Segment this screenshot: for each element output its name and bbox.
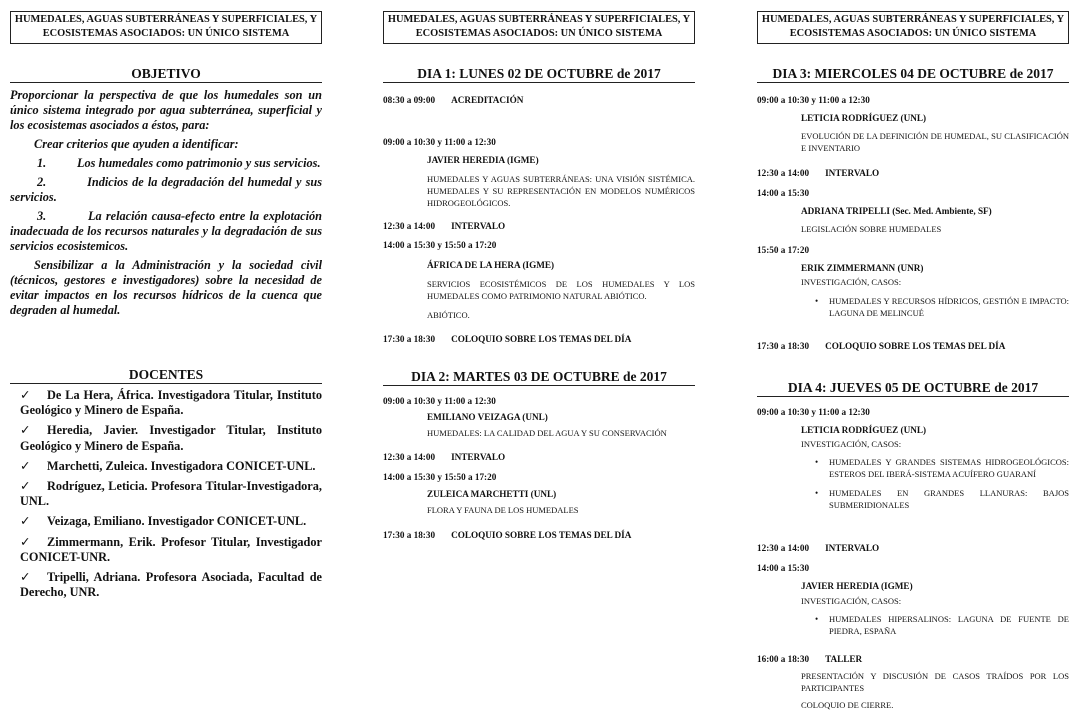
closing-text: COLOQUIO DE CIERRE. bbox=[801, 700, 894, 710]
talk-title: INVESTIGACIÓN, CASOS: bbox=[801, 439, 902, 449]
day4-slot-morning bbox=[757, 407, 1069, 511]
time: 09:00 a 10:30 y 11:00 a 12:30 bbox=[383, 137, 496, 147]
talk-title: SERVICIOS ECOSISTÉMICOS DE LOS HUMEDALES Y LOS HUMEDALES COMO PATRIMONIO NATURAL ABIÓTICO. bbox=[427, 279, 695, 301]
talk-title: HUMEDALES Y AGUAS SUBTERRÁNEAS: UNA VISIÓN SISTÉMICA. HUMEDALES Y SU REPRESENTACIÓN EN MODELOS NUMÉRICOS HIDROGEOLÓGICOS. bbox=[427, 174, 695, 208]
day4-slot-interval bbox=[757, 543, 1069, 553]
check-icon: ✓ bbox=[20, 514, 31, 529]
talk-title: HUMEDALES: LA CALIDAD DEL AGUA Y SU CONSERVACIÓN bbox=[427, 428, 667, 438]
teacher-item: ✓ Heredia, Javier. Investigador Titular, Instituto Geológico y Minero de España. bbox=[20, 423, 322, 453]
case-bullet: • HUMEDALES Y GRANDES SISTEMAS HIDROGEOLÓGICOS: ESTEROS DEL IBERÁ-SISTEMA ACUÍFERO GUARANÍ bbox=[815, 456, 1069, 480]
day3-slot-afternoon-2 bbox=[757, 245, 1069, 319]
speaker: ADRIANA TRIPELLI (Sec. Med. Ambiente, SF) bbox=[801, 206, 992, 216]
speaker: LETICIA RODRÍGUEZ (UNL) bbox=[801, 425, 927, 435]
teachers-list bbox=[20, 388, 322, 605]
slot-label: ACREDITACIÓN bbox=[451, 95, 524, 105]
day4-title: DIA 4: JUEVES 05 DE OCTUBRE de 2017 bbox=[757, 380, 1069, 397]
day1-slot-afternoon bbox=[383, 240, 695, 321]
check-icon: ✓ bbox=[20, 458, 31, 473]
header-line-1: HUMEDALES, AGUAS SUBTERRÁNEAS Y SUPERFICIALES, Y bbox=[14, 14, 318, 25]
day2-title: DIA 2: MARTES 03 DE OCTUBRE de 2017 bbox=[383, 369, 695, 386]
day1-slot-coloquio bbox=[383, 334, 695, 344]
time: 12:30 a 14:00 bbox=[757, 543, 810, 553]
time: 16:00 a 18:30 bbox=[757, 654, 810, 664]
header-line-2: ECOSISTEMAS ASOCIADOS: UN ÚNICO SISTEMA bbox=[789, 28, 1037, 39]
time: 15:50 a 17:20 bbox=[757, 245, 810, 255]
day3-title: DIA 3: MIERCOLES 04 DE OCTUBRE de 2017 bbox=[757, 66, 1069, 83]
objective-title: OBJETIVO bbox=[10, 66, 322, 83]
slot-label: INTERVALO bbox=[451, 221, 506, 231]
teacher-item: ✓ Tripelli, Adriana. Profesora Asociada, Facultad de Derecho, UNR. bbox=[20, 570, 322, 600]
time: 08:30 a 09:00 bbox=[383, 95, 436, 105]
column-days-1-2 bbox=[383, 0, 695, 718]
check-icon: ✓ bbox=[20, 479, 31, 494]
teacher-item: ✓ Veizaga, Emiliano. Investigador CONICET-UNL. bbox=[20, 514, 307, 529]
time: 14:00 a 15:30 y 15:50 a 17:20 bbox=[383, 472, 497, 482]
case-bullet: • HUMEDALES Y RECURSOS HÍDRICOS, GESTIÓN E IMPACTO: LAGUNA DE MELINCUÉ bbox=[815, 295, 1069, 319]
speaker: JAVIER HEREDIA (IGME) bbox=[427, 155, 539, 165]
slot-label: INTERVALO bbox=[825, 168, 880, 178]
check-icon: ✓ bbox=[20, 534, 31, 549]
criteria-item-1: 1. Los humedales como patrimonio y sus servicios. bbox=[37, 156, 321, 170]
teacher-item: ✓ Marchetti, Zuleica. Investigadora CONICET-UNL. bbox=[20, 458, 316, 473]
teacher-item: ✓ Zimmermann, Erik. Profesor Titular, Investigador CONICET-UNR. bbox=[20, 534, 322, 564]
time: 17:30 a 18:30 bbox=[383, 334, 436, 344]
teacher-item: ✓ Rodríguez, Leticia. Profesora Titular-Investigadora, UNL. bbox=[20, 479, 322, 509]
time: 09:00 a 10:30 y 11:00 a 12:30 bbox=[383, 396, 496, 406]
speaker: ERIK ZIMMERMANN (UNR) bbox=[801, 263, 924, 273]
slot-label: COLOQUIO SOBRE LOS TEMAS DEL DÍA bbox=[451, 334, 632, 344]
day2-slot-morning bbox=[383, 396, 695, 439]
header-line-1: HUMEDALES, AGUAS SUBTERRÁNEAS Y SUPERFICIALES, Y bbox=[761, 14, 1065, 25]
check-icon: ✓ bbox=[20, 423, 31, 438]
slot-label: COLOQUIO SOBRE LOS TEMAS DEL DÍA bbox=[451, 530, 632, 540]
time: 09:00 a 10:30 y 11:00 a 12:30 bbox=[757, 95, 870, 105]
header-box bbox=[10, 11, 322, 44]
time: 12:30 a 14:00 bbox=[383, 221, 436, 231]
objective-intro: Proporcionar la perspectiva de que los humedales son un único sistema integrado por agua subterránea, superficial y los ecosistemas asociados a éstos, para: bbox=[10, 88, 322, 132]
time: 14:00 a 15:30 bbox=[757, 563, 810, 573]
day4-slot-taller bbox=[757, 654, 1069, 711]
header-line-1: HUMEDALES, AGUAS SUBTERRÁNEAS Y SUPERFICIALES, Y bbox=[387, 14, 691, 25]
check-icon: ✓ bbox=[20, 570, 31, 585]
day3-slot-morning bbox=[757, 95, 1069, 154]
day1-slot-interval bbox=[383, 221, 695, 231]
time: 14:00 a 15:30 bbox=[757, 188, 810, 198]
speaker: ZULEICA MARCHETTI (UNL) bbox=[427, 489, 557, 499]
teacher-item: ✓ De La Hera, África. Investigadora Titular, Instituto Geológico y Minero de España. bbox=[20, 388, 322, 418]
case-bullet: • HUMEDALES HIPERSALINOS: LAGUNA DE FUENTE DE PIEDRA, ESPAÑA bbox=[815, 613, 1069, 637]
talk-title: PRESENTACIÓN Y DISCUSIÓN DE CASOS TRAÍDOS POR LOS PARTICIPANTES bbox=[801, 671, 1069, 693]
time: 17:30 a 18:30 bbox=[757, 341, 810, 351]
day1-slot-morning bbox=[383, 137, 695, 209]
day2-slot-coloquio bbox=[383, 530, 695, 540]
header-box bbox=[383, 11, 695, 44]
talk-title: INVESTIGACIÓN, CASOS: bbox=[801, 596, 902, 606]
objective-text bbox=[10, 88, 322, 318]
check-icon: ✓ bbox=[20, 388, 31, 402]
header-line-2: ECOSISTEMAS ASOCIADOS: UN ÚNICO SISTEMA bbox=[415, 28, 663, 39]
talk-title-extra: ABIÓTICO. bbox=[427, 310, 470, 320]
day1-slot-acreditacion bbox=[383, 95, 695, 105]
column-objective bbox=[10, 0, 322, 718]
speaker: EMILIANO VEIZAGA (UNL) bbox=[427, 412, 548, 422]
speaker: JAVIER HEREDIA (IGME) bbox=[801, 581, 913, 591]
speaker: ÁFRICA DE LA HERA (IGME) bbox=[427, 260, 555, 270]
day3-slot-interval bbox=[757, 168, 1069, 178]
case-bullet: • HUMEDALES EN GRANDES LLANURAS: BAJOS SUBMERIDIONALES bbox=[815, 487, 1069, 511]
talk-title: LEGISLACIÓN SOBRE HUMEDALES bbox=[801, 224, 942, 234]
day1-title: DIA 1: LUNES 02 DE OCTUBRE de 2017 bbox=[383, 66, 695, 83]
criteria-item-3: 3. La relación causa-efecto entre la explotación inadecuada de los recursos naturales y la degradación de sus servicios ecosistemicos. bbox=[10, 209, 322, 253]
time: 17:30 a 18:30 bbox=[383, 530, 436, 540]
sensibilizar-text: Sensibilizar a la Administración y la sociedad civil (técnicos, gestores e investigadores) sobre la necesidad de evitar impactos en los recursos hídricos de la cuenca que degraden al humedal. bbox=[10, 258, 322, 317]
slot-label: INTERVALO bbox=[825, 543, 880, 553]
time: 09:00 a 10:30 y 11:00 a 12:30 bbox=[757, 407, 870, 417]
time: 14:00 a 15:30 y 15:50 a 17:20 bbox=[383, 240, 497, 250]
speaker: LETICIA RODRÍGUEZ (UNL) bbox=[801, 113, 927, 123]
criteria-item-2: 2. Indicios de la degradación del humedal y sus servicios. bbox=[10, 175, 322, 204]
time: 12:30 a 14:00 bbox=[383, 452, 436, 462]
talk-title: EVOLUCIÓN DE LA DEFINICIÓN DE HUMEDAL, SU CLASIFICACIÓN E INVENTARIO bbox=[801, 131, 1069, 153]
header-line-2: ECOSISTEMAS ASOCIADOS: UN ÚNICO SISTEMA bbox=[42, 28, 290, 39]
day2-slot-afternoon bbox=[383, 472, 695, 516]
talk-title: INVESTIGACIÓN, CASOS: bbox=[801, 277, 902, 287]
day3-slot-afternoon-1 bbox=[757, 188, 1069, 235]
header-box bbox=[757, 11, 1069, 44]
column-days-3-4 bbox=[757, 0, 1069, 718]
day3-slot-coloquio bbox=[757, 341, 1069, 351]
slot-label: INTERVALO bbox=[451, 452, 506, 462]
criteria-intro: Crear criterios que ayuden a identificar: bbox=[34, 137, 239, 151]
docentes-title: DOCENTES bbox=[10, 367, 322, 384]
time: 12:30 a 14:00 bbox=[757, 168, 810, 178]
slot-label: COLOQUIO SOBRE LOS TEMAS DEL DÍA bbox=[825, 341, 1006, 351]
talk-title: FLORA Y FAUNA DE LOS HUMEDALES bbox=[427, 505, 579, 515]
day2-slot-interval bbox=[383, 452, 695, 462]
day4-slot-afternoon bbox=[757, 563, 1069, 637]
slot-label: TALLER bbox=[825, 654, 863, 664]
